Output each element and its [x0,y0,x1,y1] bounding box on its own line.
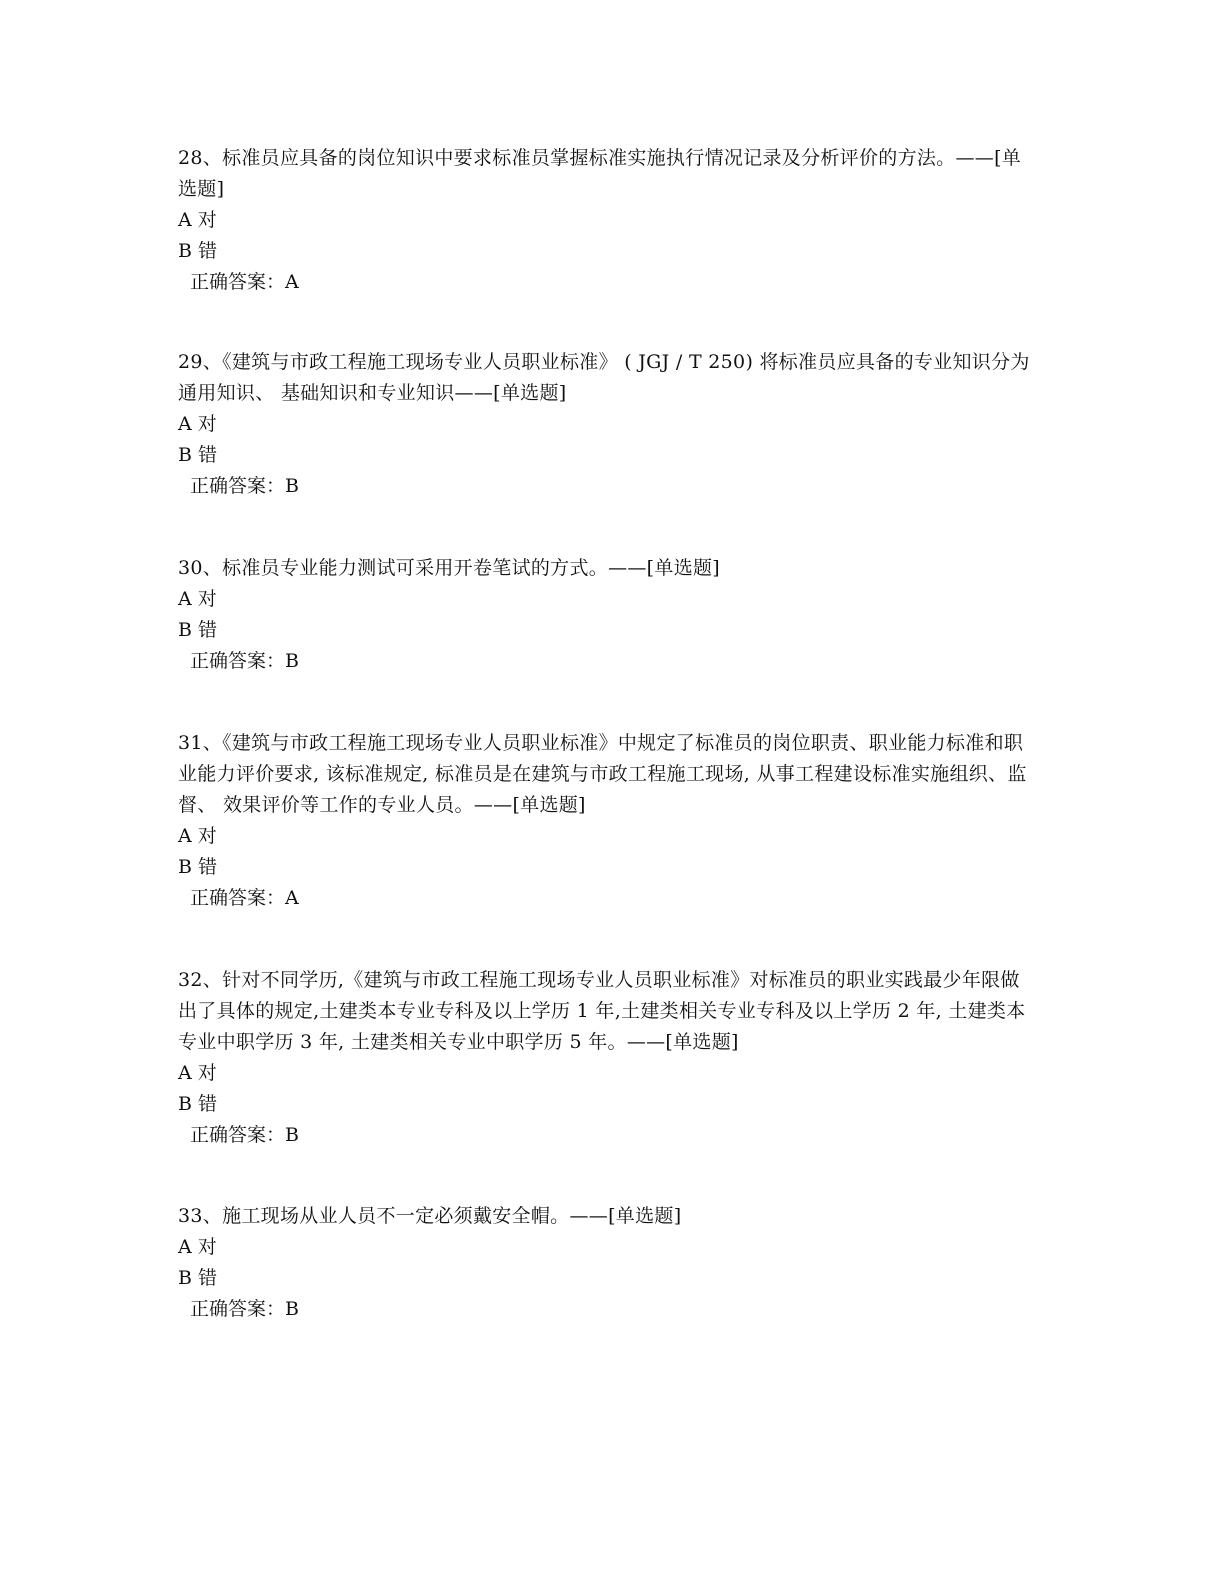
option-b: B 错 [178,856,218,878]
option-b: B 错 [178,240,218,262]
option-a: A 对 [178,413,217,435]
question-29 [178,347,1038,502]
question-text: 30、标准员专业能力测试可采用开卷笔试的方式。——[单选题] [178,557,721,579]
correct-answer: 正确答案：B [190,650,299,672]
option-b: B 错 [178,444,218,466]
question-text: 32、针对不同学历,《建筑与市政工程施工现场专业人员职业标准》对标准员的职业实践最少年限做出了具体的规定,土建类本专业专科及以上学历 1 年,土建类相关专业专科及以上学历 2 年, 土建类本专业中职学历 3 年, 土建类相关专业中职学历 5 年。——[单选题] [178,969,1026,1053]
correct-answer: 正确答案：A [190,271,299,293]
question-text: 28、标准员应具备的岗位知识中要求标准员掌握标准实施执行情况记录及分析评价的方法。——[单选题] [178,147,1022,200]
question-30 [178,553,1038,677]
option-a: A 对 [178,209,217,231]
option-a: A 对 [178,588,217,610]
correct-answer: 正确答案：B [190,475,299,497]
question-33 [178,1201,1038,1325]
option-a: A 对 [178,825,217,847]
option-b: B 错 [178,1267,218,1289]
option-a: A 对 [178,1236,217,1258]
option-a: A 对 [178,1062,217,1084]
question-31 [178,728,1038,914]
question-text: 29、《建筑与市政工程施工现场专业人员职业标准》 ( JGJ / T 250) 将标准员应具备的专业知识分为通用知识、 基础知识和专业知识——[单选题] [178,351,1030,404]
correct-answer: 正确答案：A [190,887,299,909]
option-b: B 错 [178,619,218,641]
question-32 [178,965,1038,1151]
correct-answer: 正确答案：B [190,1298,299,1320]
question-text: 31、《建筑与市政工程施工现场专业人员职业标准》中规定了标准员的岗位职责、职业能力标准和职业能力评价要求, 该标准规定, 标准员是在建筑与市政工程施工现场, 从事工程建设标准实施组织、监督、 效果评价等工作的专业人员。——[单选题] [178,732,1027,816]
question-28 [178,143,1038,298]
option-b: B 错 [178,1093,218,1115]
question-text: 33、施工现场从业人员不一定必须戴安全帽。——[单选题] [178,1205,682,1227]
correct-answer: 正确答案：B [190,1124,299,1146]
